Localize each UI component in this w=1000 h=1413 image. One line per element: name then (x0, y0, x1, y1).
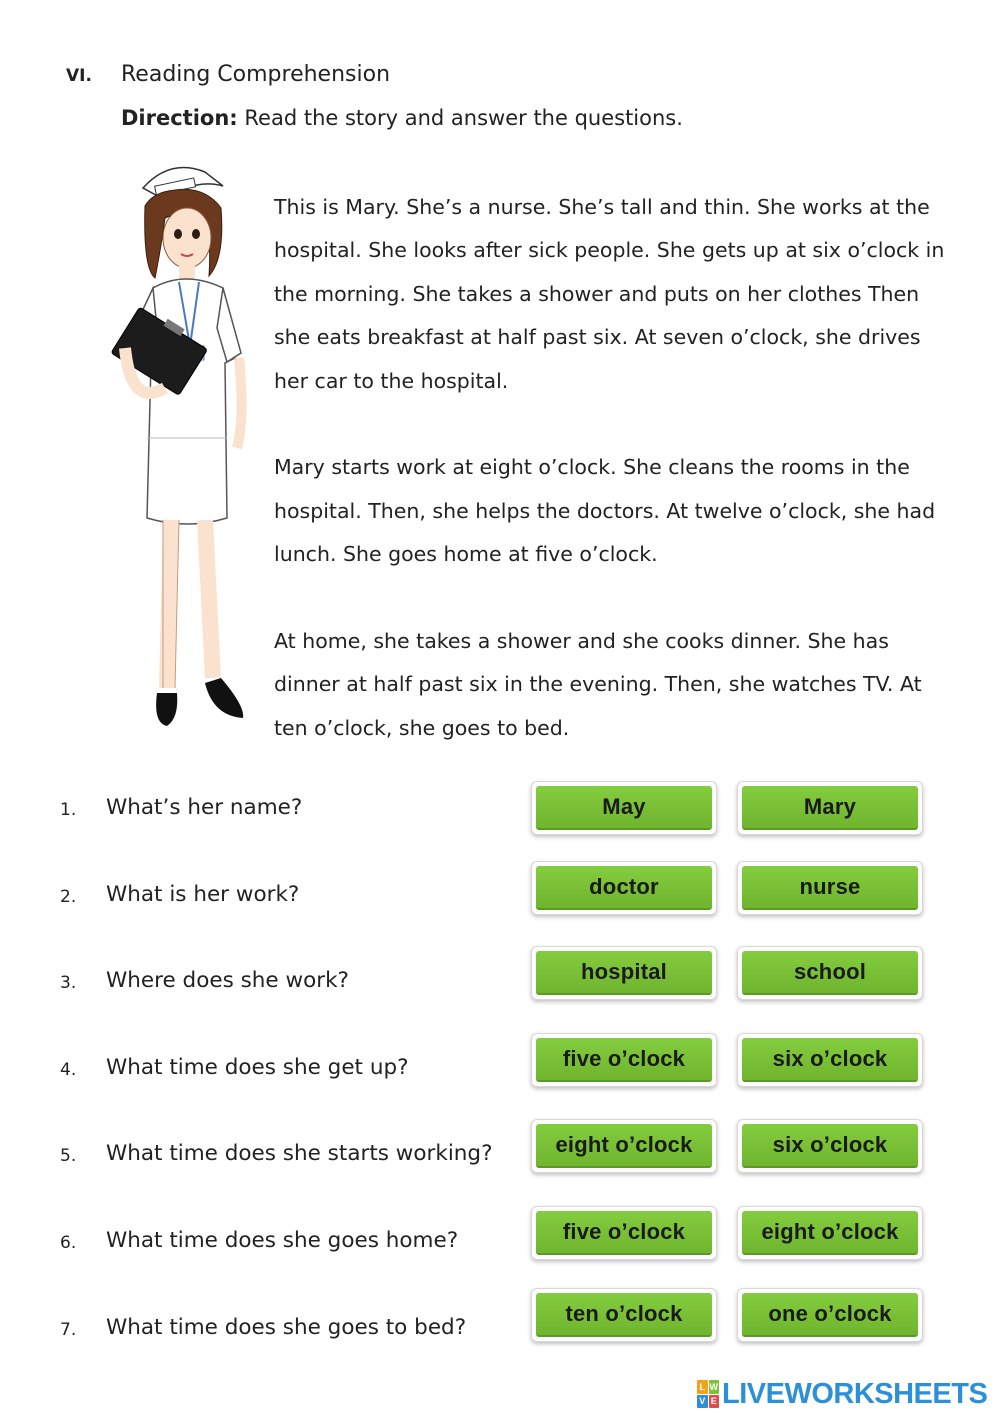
answer-option-label: nurse (742, 866, 918, 910)
answer-option[interactable] (737, 946, 923, 1000)
question-number: 2. (60, 887, 77, 907)
logo-badge-letter: E (709, 1395, 720, 1409)
answer-option-label: one o’clock (742, 1293, 918, 1337)
answer-option[interactable] (531, 861, 717, 915)
answer-option-label: school (742, 951, 918, 995)
answer-option-label: six o’clock (742, 1124, 918, 1168)
answer-option[interactable] (737, 1033, 923, 1087)
liveworksheets-logo (697, 1378, 987, 1410)
answer-option-label: eight o’clock (742, 1211, 918, 1255)
question-text: What time does she starts working? (106, 1141, 493, 1166)
answer-option[interactable] (737, 1206, 923, 1260)
answer-option[interactable] (737, 861, 923, 915)
logo-text: LIVEWORKSHEETS (722, 1377, 988, 1410)
section-title: Reading Comprehension (121, 62, 391, 87)
answer-option-label: five o’clock (536, 1211, 712, 1255)
answer-option[interactable] (531, 781, 717, 835)
answer-option[interactable] (531, 1033, 717, 1087)
direction-label: Direction: (121, 106, 238, 130)
question-number: 5. (60, 1146, 77, 1166)
question-text: What’s her name? (106, 795, 303, 820)
nurse-illustration (95, 148, 255, 748)
answer-option[interactable] (737, 781, 923, 835)
story-paragraph: At home, she takes a shower and she cooks dinner. She has dinner at half past six in the evening. Then, she watches TV. At ten o’clock, she goes to bed. (274, 629, 922, 740)
answer-option[interactable] (737, 1119, 923, 1173)
answer-option-label: six o’clock (742, 1038, 918, 1082)
logo-badge-letter: W (709, 1381, 718, 1392)
answer-option-label: five o’clock (536, 1038, 712, 1082)
answer-option[interactable] (531, 1119, 717, 1173)
logo-badge-letter: L (697, 1380, 708, 1394)
question-number: 4. (60, 1060, 77, 1080)
question-number: 3. (60, 973, 77, 993)
question-text: What time does she goes to bed? (106, 1315, 467, 1340)
section-number: VI. (66, 66, 92, 86)
answer-option[interactable] (737, 1288, 923, 1342)
question-number: 7. (60, 1320, 77, 1340)
answer-option[interactable] (531, 946, 717, 1000)
answer-option-label: eight o’clock (536, 1124, 712, 1168)
answer-option-label: May (536, 786, 712, 830)
question-text: What time does she goes home? (106, 1228, 459, 1253)
question-text: Where does she work? (106, 968, 349, 993)
logo-badge-letter: V (697, 1395, 708, 1409)
question-text: What is her work? (106, 882, 300, 907)
answer-option[interactable] (531, 1206, 717, 1260)
direction-line (121, 106, 683, 130)
question-number: 1. (60, 800, 77, 820)
story-paragraph: Mary starts work at eight o’clock. She cleans the rooms in the hospital. Then, she helps the doctors. At twelve o’clock, she had lunch. She goes home at five o’clock. (274, 455, 936, 567)
question-number: 6. (60, 1233, 77, 1253)
direction-text: Read the story and answer the questions. (244, 106, 683, 130)
answer-option-label: hospital (536, 951, 712, 995)
story-text (274, 186, 954, 750)
logo-badge-icon (697, 1380, 719, 1408)
story-paragraph: This is Mary. She’s a nurse. She’s tall and thin. She works at the hospital. She looks after sick people. She gets up at six o’clock in the morning. She takes a shower and puts on her clothes Then she eats breakfast at half past six. At seven o’clock, she drives her car to the hospital. (274, 195, 945, 393)
answer-option[interactable] (531, 1288, 717, 1342)
answer-option-label: ten o’clock (536, 1293, 712, 1337)
answer-option-label: doctor (536, 866, 712, 910)
question-text: What time does she get up? (106, 1055, 409, 1080)
answer-option-label: Mary (742, 786, 918, 830)
